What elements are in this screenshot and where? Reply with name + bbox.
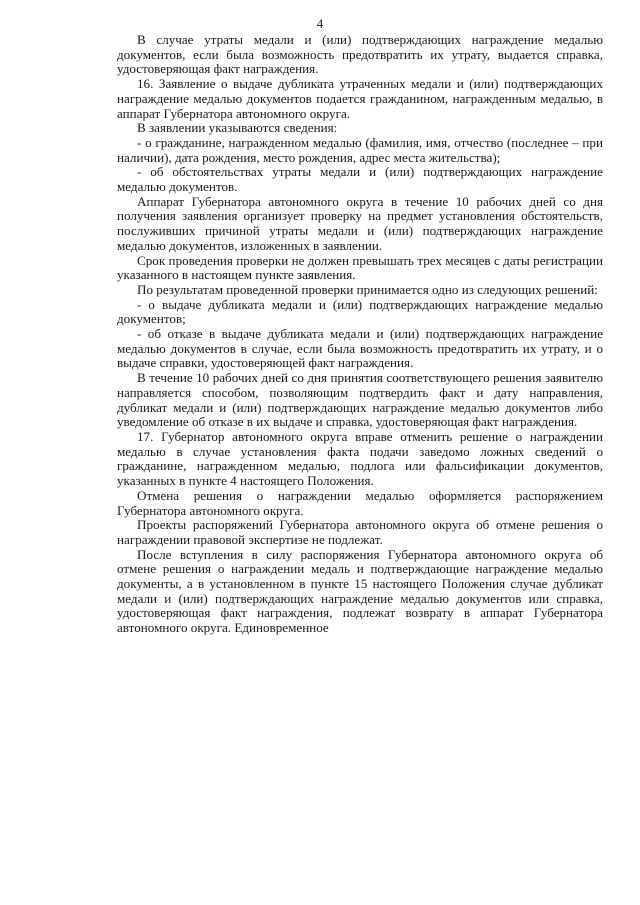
list-item-loss-circumstances: - об обстоятельствах утраты медали и (или) подтверждающих награждение медалью документов.: [117, 164, 603, 195]
list-item-citizen-info: - о гражданине, награжденном медалью (фамилия, имя, отчество (последнее – при наличии), дата рождения, место рождения, адрес места жительства);: [117, 134, 603, 165]
body-text: [117, 33, 603, 636]
paragraph-return-medal: После вступления в силу распоряжения Губернатора автономного округа об отмене решения о награждении медаль и подтверждающие награждение медалью документы, а в установленном в пункте 15 настоящего Положения случае дубликат медали и (или) подтверждающих награждение медалью документов или справка, удостоверяющая факт награждения, подлежат возврату в аппарат Губернатора автономного округа. Единовременное: [117, 546, 603, 636]
paragraph-17-revocation: 17. Губернатор автономного округа вправе отменить решение о награждении медалью в случае установления факта подачи заведомо ложных сведений о гражданине, награжденном медалью, подлога или фальсификации документов, указанных в пункте 4 настоящего Положения.: [117, 428, 603, 489]
paragraph-legal-review: Проекты распоряжений Губернатора автономного округа об отмене решения о награждении правовой экспертизе не подлежат.: [117, 517, 603, 547]
paragraph-lost-medal-certificate: В случае утраты медали и (или) подтверждающих награждение медалью документов, если была возможность предотвратить их утрату, выдается справка, удостоверяющая факт награждения.: [117, 32, 603, 77]
paragraph-revocation-order: Отмена решения о награждении медалью оформляется распоряжением Губернатора автономного округа.: [117, 487, 603, 518]
paragraph-16-duplicate-application: 16. Заявление о выдаче дубликата утраченных медали и (или) подтверждающих награждение медалью документов подается гражданином, награжденным медалью, в аппарат Губернатора автономного округа.: [117, 76, 603, 121]
paragraph-notification: В течение 10 рабочих дней со дня принятия соответствующего решения заявителю направляется способом, позволяющим подтвердить факт и дату направления, дубликат медали и (или) подтверждающих награждение медалью документов либо уведомление об отказе в их выдаче и справка, удостоверяющая факт награждения.: [117, 370, 603, 430]
paragraph-verification-term: Срок проведения проверки не должен превышать трех месяцев с даты регистрации указанного в настоящем пункте заявления.: [117, 252, 603, 283]
list-item-issue-duplicate: - о выдаче дубликата медали и (или) подтверждающих награждение медалью документов;: [117, 296, 603, 327]
page-number: 4: [316, 16, 324, 31]
paragraph-verification: Аппарат Губернатора автономного округа в течение 10 рабочих дней со дня получения заявления организует проверку на предмет установления обстоятельств, послуживших причиной утраты медали и (или) подтверждающих награждение медалью документов, изложенных в заявлении.: [117, 193, 603, 253]
paragraph-decision-options: По результатам проведенной проверки принимается одно из следующих решений:: [137, 281, 598, 297]
paragraph-application-contents: В заявлении указываются сведения:: [137, 120, 338, 136]
list-item-refuse-duplicate: - об отказе в выдаче дубликата медали и (или) подтверждающих награждение медалью документов в случае, если была возможность предотвратить их утрату, и о выдаче справки, удостоверяющей факт награждения.: [117, 326, 603, 371]
